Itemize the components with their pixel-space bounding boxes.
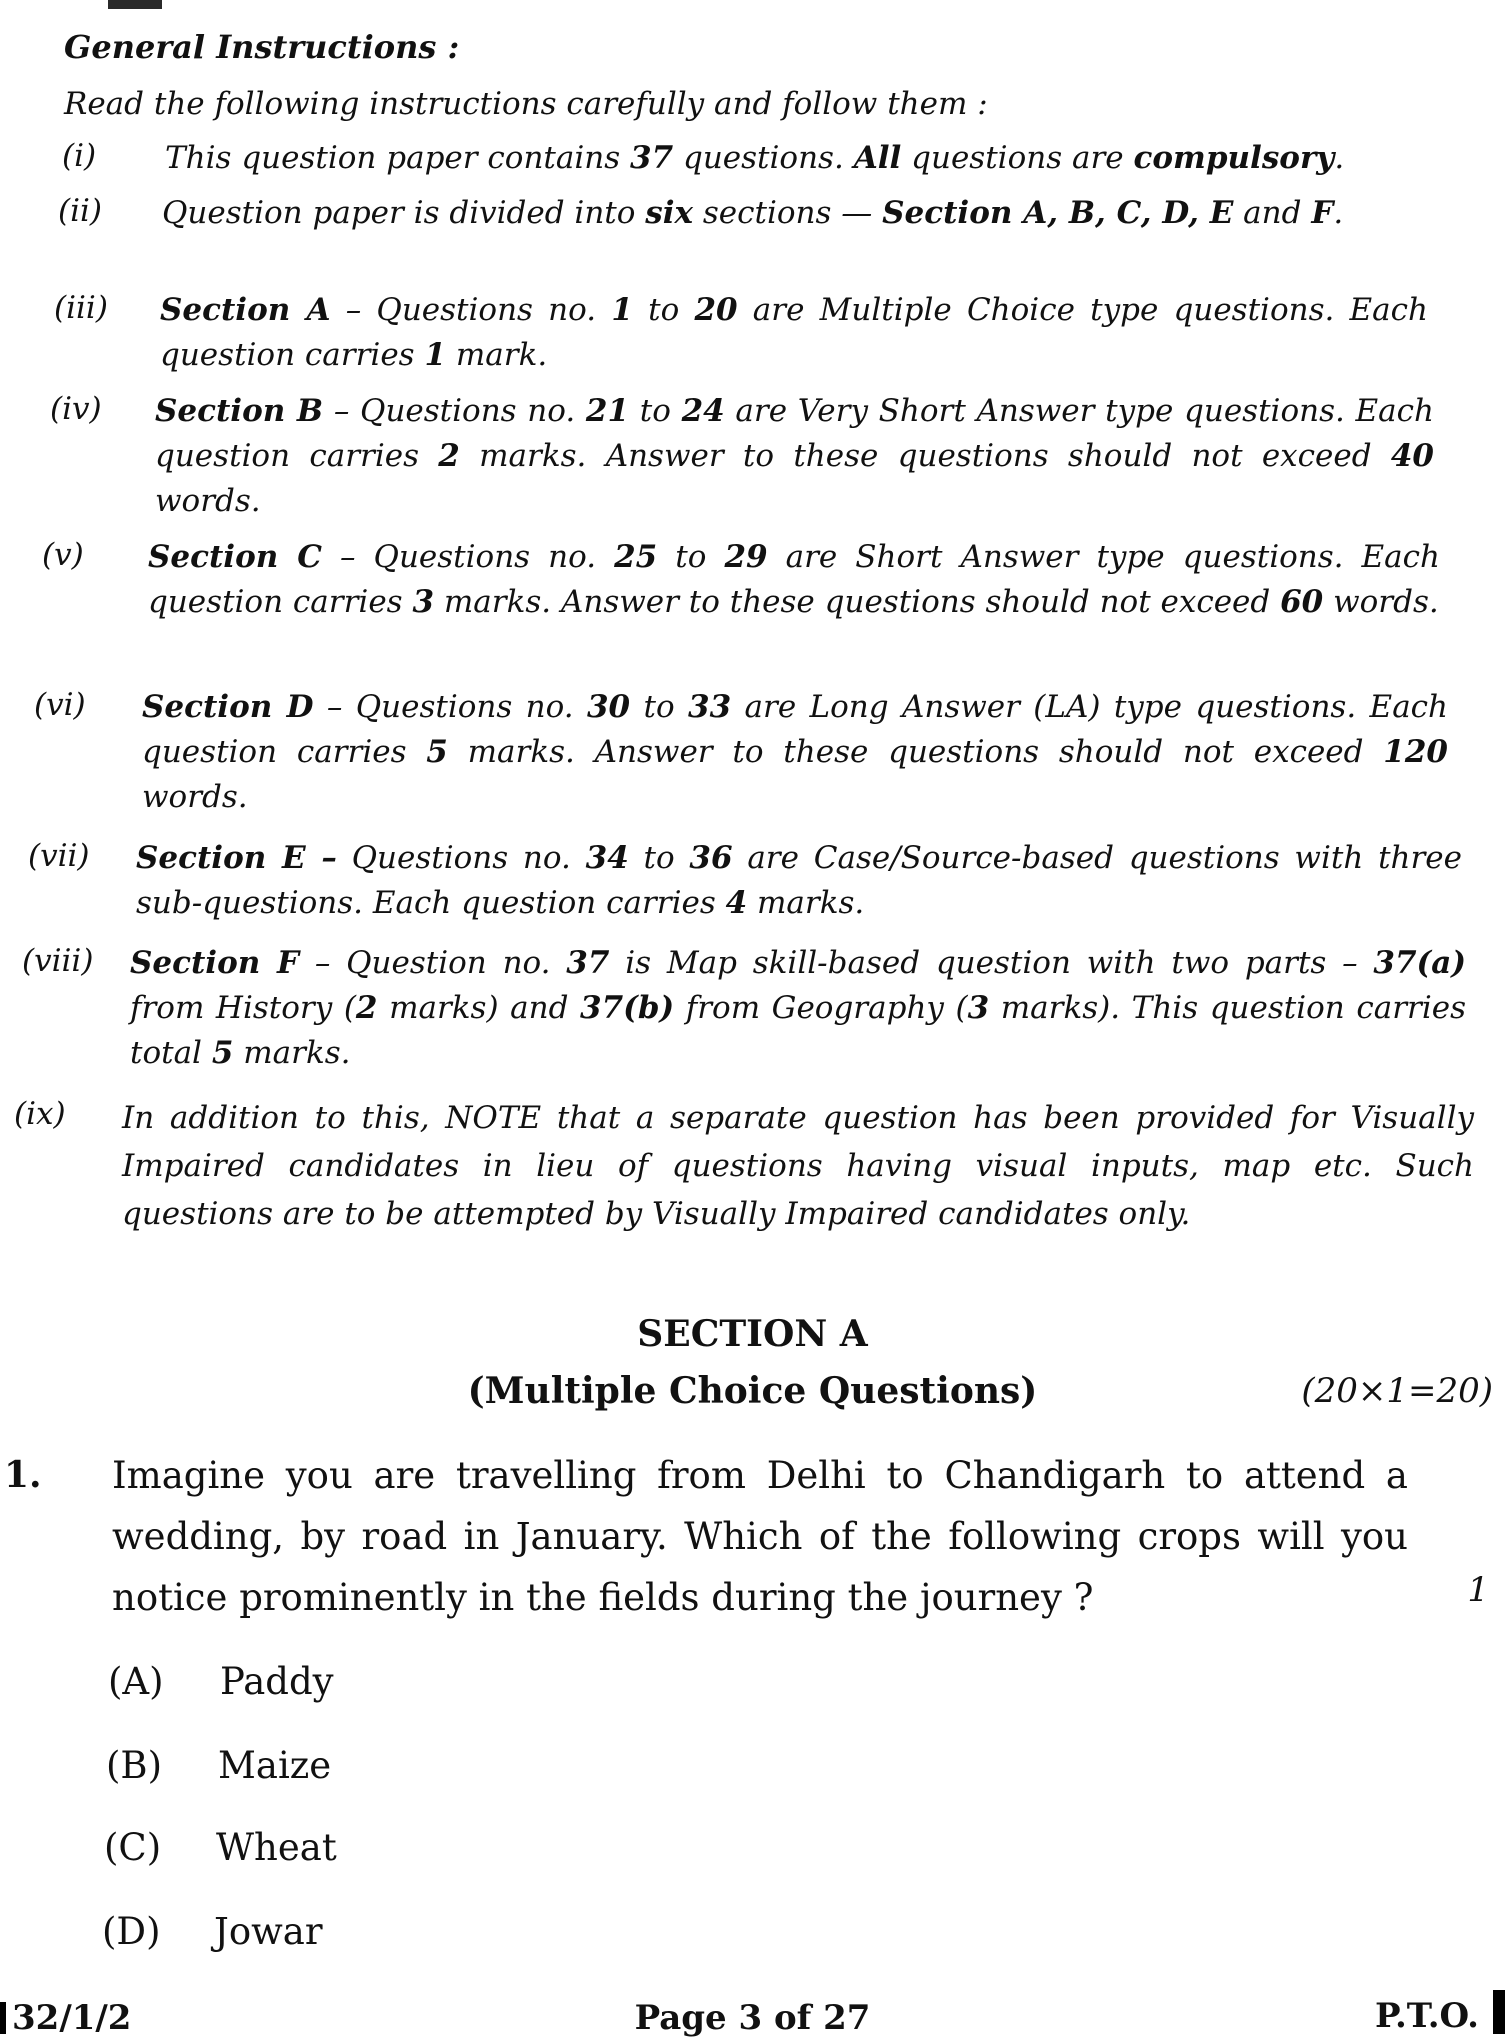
- instruction-text: Section F – Question no. 37 is Map skill-based question with two parts – 37(a) from History (2 marks) and 37(b) from Geography (3 marks). This question carries total 5 marks.: [130, 945, 1467, 1071]
- general-instructions-intro: Read the following instructions carefully and follow them :: [64, 86, 988, 122]
- instruction-text: Section D – Questions no. 30 to 33 are Long Answer (LA) type questions. Each question carries 5 marks. Answer to these questions should not exceed 120 words.: [142, 689, 1448, 815]
- option-text: Jowar: [214, 1910, 323, 1953]
- instruction-text: Section A – Questions no. 1 to 20 are Multiple Choice type questions. Each question carries 1 mark.: [160, 292, 1428, 373]
- question-number: 1.: [4, 1454, 42, 1496]
- option-c: [104, 1826, 337, 1869]
- instruction-number: (viii): [22, 943, 94, 979]
- instruction-text: Section E – Questions no. 34 to 36 are Case/Source-based questions with three sub-questions. Each question carries 4 marks.: [136, 840, 1462, 921]
- instruction-number: (v): [42, 537, 84, 573]
- instruction-text: In addition to this, NOTE that a separate question has been provided for Visually Impaired candidates in lieu of questions having visual inputs, map etc. Such questions are to be attempted by Visually Impaired candidates only.: [122, 1100, 1474, 1232]
- paper-code: 32/1/2: [12, 1998, 132, 2038]
- option-label: (B): [106, 1744, 163, 1787]
- option-text: Paddy: [220, 1660, 334, 1703]
- instruction-number: (iii): [54, 290, 108, 326]
- option-label: (C): [104, 1826, 162, 1869]
- scan-artifact: [108, 0, 162, 9]
- question-text: Imagine you are travelling from Delhi to Chandigarh to attend a wedding, by road in January. Which of the following crops will you notice prominently in the fields during the journey ?: [112, 1454, 1408, 1619]
- section-subtitle: (Multiple Choice Questions): [467, 1370, 1038, 1412]
- option-label: (A): [108, 1660, 164, 1703]
- section-title: SECTION A: [637, 1313, 868, 1355]
- instruction-text: This question paper contains 37 questions. All questions are compulsory.: [165, 140, 1345, 176]
- instruction-number: (i): [62, 138, 97, 174]
- footer-right-bar: [1493, 1990, 1505, 2034]
- page-number: Page 3 of 27: [634, 1998, 871, 2038]
- instruction-number: (vi): [34, 687, 86, 723]
- option-text: Wheat: [216, 1826, 337, 1869]
- option-label: (D): [102, 1910, 161, 1953]
- option-d: [102, 1910, 323, 1953]
- option-b: [106, 1744, 331, 1787]
- option-text: Maize: [218, 1744, 332, 1787]
- instruction-number: (vii): [28, 838, 90, 874]
- instruction-text: Question paper is divided into six sections — Section A, B, C, D, E and F.: [162, 195, 1344, 231]
- pto-label: P.T.O.: [1375, 1996, 1479, 2036]
- option-a: [108, 1660, 334, 1703]
- instruction-text: Section C – Questions no. 25 to 29 are Short Answer type questions. Each question carries 3 marks. Answer to these questions should not exceed 60 words.: [148, 539, 1440, 620]
- question-marks: 1: [1467, 1570, 1489, 1610]
- instruction-number: (ii): [58, 193, 103, 229]
- instruction-text: Section B – Questions no. 21 to 24 are Very Short Answer type questions. Each question carries 2 marks. Answer to these questions should not exceed 40 words.: [155, 393, 1434, 519]
- instruction-number: (iv): [50, 391, 102, 427]
- section-marks: (20×1=20): [1301, 1371, 1493, 1411]
- general-instructions-title: General Instructions :: [64, 28, 460, 66]
- instruction-number: (ix): [14, 1096, 66, 1132]
